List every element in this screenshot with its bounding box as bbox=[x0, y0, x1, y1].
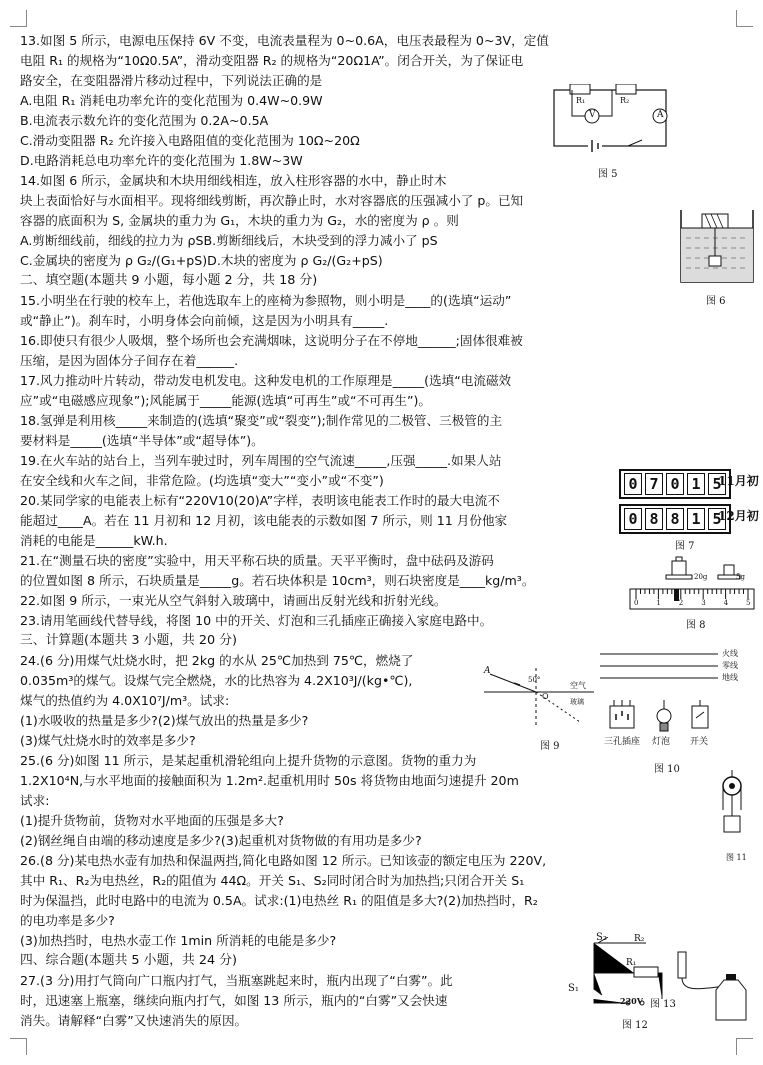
figure-13-bottle bbox=[676, 948, 756, 1026]
meter-digit: 0 bbox=[624, 508, 642, 530]
text-line: (3)加热挡时，电热水壶工作 1min 所消耗的电能是多少? bbox=[20, 933, 337, 948]
meter-november-label: 11月初 bbox=[718, 474, 759, 488]
meter-reading-december bbox=[619, 504, 731, 534]
figure-10-wiring bbox=[600, 648, 735, 748]
figure-9-angle: 50° bbox=[528, 676, 541, 684]
text-line: 三、计算题(本题共 3 小题，共 20 分) bbox=[20, 633, 238, 648]
text-line: 煤气的热值约为 4.0X10⁷J/m³。试求: bbox=[20, 693, 230, 708]
figure-8-weight-5g: 5g bbox=[736, 573, 745, 581]
text-line: 20.某同学家的电能表上标有“220V10(20)A”字样，表明该电能表工作时的最大电流不 bbox=[20, 493, 500, 508]
figure-10-switch: 开关 bbox=[690, 737, 709, 747]
text-line: 24.(6 分)用煤气灶烧水时，把 2kg 的水从 25℃加热到 75℃，燃烧了 bbox=[20, 653, 414, 668]
text-line: 22.如图 9 所示，一束光从空气斜射入玻璃中，请画出反射光线和折射光线。 bbox=[20, 593, 447, 608]
text-line: 电阻 R₁ 的规格为“10Ω0.5A”，滑动变阻器 R₂ 的规格为“20Ω1A”。闭合开关，为了保证电 bbox=[20, 53, 524, 68]
text-line: 要材料是_____(选填“半导体”或“超导体”)。 bbox=[20, 433, 264, 448]
text-line: 15.小明坐在行驶的校车上，若他选取车上的座椅为参照物，则小明是____的(选填“运动” bbox=[20, 293, 512, 308]
figure-10-socket: 三孔插座 bbox=[604, 737, 641, 747]
meter-digit: 7 bbox=[645, 473, 663, 495]
text-line: 或“静止”)。刹车时，小明身体会向前倾，这是因为小明具有_____. bbox=[20, 313, 389, 328]
text-line: (1)提升货物前，货物对水平地面的压强是多大? bbox=[20, 813, 284, 828]
text-line: 四、综合题(本题共 5 小题，共 24 分) bbox=[20, 953, 238, 968]
figure-7-caption: 图 7 bbox=[675, 541, 695, 552]
text-line: C.金属块的密度为 ρ G₂/(G₁+pS)D.木块的密度为 ρ G₂/(G₂+pS) bbox=[20, 253, 383, 268]
figure-12-r1: R₁ bbox=[626, 958, 637, 968]
text-line: 25.(6 分)如图 11 所示，是某起重机滑轮组向上提升货物的示意图。货物的重力为 bbox=[20, 753, 477, 768]
scale-label: 4 bbox=[723, 599, 729, 607]
text-line: 路安全，在变阻器滑片移动过程中，下列说法正确的是 bbox=[20, 73, 323, 88]
figure-12-s2: S₂ bbox=[596, 932, 607, 943]
scale-label: 1 bbox=[656, 599, 661, 607]
figure-9-origin: O bbox=[542, 692, 549, 701]
text-line: 压缩，是因为固体分子间存在着______. bbox=[20, 353, 239, 368]
meter-digit: 1 bbox=[687, 473, 705, 495]
text-line: 的电功率是多少? bbox=[20, 913, 115, 928]
scale-label: 2 bbox=[678, 599, 684, 607]
meter-digit: 0 bbox=[666, 473, 684, 495]
figure-8-balance bbox=[628, 555, 756, 611]
text-line: 21.在“测量石块的密度”实验中，用天平称石块的质量。天平平衡时，盘中砝码及游码 bbox=[20, 553, 494, 568]
figure-5-r2-label: R₂ bbox=[620, 96, 630, 105]
figure-9-caption: 图 9 bbox=[540, 741, 560, 752]
text-line: 1.2X10⁴N,与水平地面的接触面积为 1.2m².起重机用时 50s 将货物由地面匀速提升 20m bbox=[20, 773, 519, 788]
figure-5-ammeter-label: A bbox=[657, 110, 664, 120]
meter-december-label: 12月初 bbox=[718, 509, 759, 523]
text-line: 23.请用笔画线代替导线，将图 10 中的开关、灯泡和三孔插座正确接入家庭电路中。 bbox=[20, 613, 493, 628]
corner-mark bbox=[10, 1038, 27, 1055]
corner-mark bbox=[736, 10, 753, 27]
text-line: 27.(3 分)用打气筒向广口瓶内打气，当瓶塞跳起来时，瓶内出现了“白雾”。此 bbox=[20, 973, 453, 988]
corner-mark bbox=[10, 10, 27, 27]
meter-digit: 5 bbox=[708, 508, 726, 530]
text-line: 其中 R₁、R₂为电热丝，R₂的阻值为 44Ω。开关 S₁、S₂同时闭合时为加热挡;只闭合开关 S₁ bbox=[20, 873, 525, 888]
text-line: 二、填空题(本题共 9 小题，每小题 2 分，共 18 分) bbox=[20, 273, 318, 288]
meter-digit: 8 bbox=[666, 508, 684, 530]
text-line: 的位置如图 8 所示，石块质量是_____g。若石块体积是 10cm³，则石块密度是____kg/m³。 bbox=[20, 573, 535, 588]
text-line: 块上表面恰好与水面相平。现将细线剪断，再次静止时，水对容器底的压强减小了 p。已知 bbox=[20, 193, 524, 208]
scale-label: 0 bbox=[634, 599, 639, 607]
figure-12-voltage: 220V bbox=[620, 996, 643, 1006]
meter-reading-november bbox=[619, 469, 731, 499]
text-line: 时，迅速塞上瓶塞，继续向瓶内打气，如图 13 所示，瓶内的“白雾”又会快速 bbox=[20, 993, 448, 1008]
text-line: 在安全线和火车之间，非常危险。(均选填“变大”“变小”或“不变”) bbox=[20, 473, 384, 488]
figure-6-container bbox=[678, 208, 756, 286]
text-line: 16.即使只有很少人吸烟，整个场所也会充满烟味，这说明分子在不停地______;固体很难被 bbox=[20, 333, 523, 348]
figure-10-caption: 图 10 bbox=[654, 764, 680, 775]
text-line: 13.如图 5 所示，电源电压保持 6V 不变，电流表量程为 0~0.6A，电压表最程为 0~3V，定值 bbox=[20, 33, 549, 48]
text-line: (2)钢丝绳自由端的移动速度是多少?(3)起重机对货物做的有用功是多少? bbox=[20, 833, 422, 848]
text-line: 18.氢弹是利用核_____来制造的(选填“聚变”或“裂变”);制作常见的二极管、三极管的主 bbox=[20, 413, 503, 428]
scale-label: 3 bbox=[701, 599, 706, 607]
figure-5-circuit bbox=[548, 84, 673, 162]
text-line: A.电阻 R₁ 消耗电功率允许的变化范围为 0.4W~0.9W bbox=[20, 93, 323, 108]
figure-12-r2: R₂ bbox=[634, 934, 645, 944]
text-line: (3)煤气灶烧水时的效率是多少? bbox=[20, 733, 196, 748]
figure-11-pulley bbox=[712, 770, 752, 850]
text-line: 19.在火车站的站台上，当列车驶过时，列车周围的空气流速_____,压强_____.如果人站 bbox=[20, 453, 502, 468]
text-line: 0.035m³的煤气。设煤气完全燃烧，水的比热容为 4.2X10³J/(kg•℃), bbox=[20, 673, 413, 688]
figure-5-caption: 图 5 bbox=[598, 169, 618, 180]
text-line: C.滑动变阻器 R₂ 允许接入电路阻值的变化范围为 10Ω~20Ω bbox=[20, 133, 360, 148]
figure-6-caption: 图 6 bbox=[706, 296, 726, 307]
text-line: 应”或“电磁感应现象”);风能属于_____能源(选填“可再生”或“不可再生”)。 bbox=[20, 393, 431, 408]
figure-10-live-wire: 火线 bbox=[722, 649, 738, 658]
text-line: 时为保温挡，此时电路中的电流为 0.5A。试求:(1)电热丝 R₁ 的阻值是多大?(2)加热挡时，R₂ bbox=[20, 893, 538, 908]
figure-5-r1-label: R₁ bbox=[576, 96, 586, 105]
scale-label: 5 bbox=[746, 599, 751, 607]
figure-12-caption: 图 12 bbox=[622, 1020, 648, 1031]
text-line: 17.风力推动叶片转动，带动发电机发电。这种发电机的工作原理是_____(选填“电流磁效 bbox=[20, 373, 512, 388]
figure-9-glass: 玻璃 bbox=[570, 698, 584, 706]
corner-mark bbox=[736, 1038, 753, 1055]
text-line: A.剪断细线前，细线的拉力为 ρSB.剪断细线后，木块受到的浮力减小了 pS bbox=[20, 233, 438, 248]
text-line: 消失。请解释“白雾”又快速消失的原因。 bbox=[20, 1013, 248, 1028]
meter-digit: 8 bbox=[645, 508, 663, 530]
figure-9-point-a: A bbox=[484, 666, 491, 676]
figure-8-caption: 图 8 bbox=[686, 620, 706, 631]
text-line: 试求: bbox=[20, 793, 50, 808]
text-line: 26.(8 分)某电热水壶有加热和保温两挡,简化电路如图 12 所示。已知该壶的额定电压为 220V, bbox=[20, 853, 547, 868]
figure-10-neutral-wire: 零线 bbox=[722, 661, 738, 670]
text-line: 14.如图 6 所示，金属块和木块用细线相连，放入柱形容器的水中，静止时木 bbox=[20, 173, 447, 188]
text-line: (1)水吸收的热量是多少?(2)煤气放出的热量是多少? bbox=[20, 713, 309, 728]
figure-10-ground-wire: 地线 bbox=[722, 673, 738, 682]
meter-digit: 0 bbox=[624, 473, 642, 495]
figure-9-air: 空气 bbox=[570, 681, 586, 690]
text-line: 消耗的电能是______kW.h. bbox=[20, 533, 168, 548]
text-line: B.电流表示数允许的变化范围为 0.2A~0.5A bbox=[20, 113, 269, 128]
figure-13-caption: 图 13 bbox=[650, 999, 676, 1010]
meter-digit: 5 bbox=[708, 473, 726, 495]
figure-11-caption: 图 11 bbox=[726, 853, 747, 862]
figure-5-voltmeter-label: V bbox=[589, 110, 596, 120]
figure-10-bulb: 灯泡 bbox=[652, 737, 671, 747]
figure-12-s1: S₁ bbox=[568, 983, 579, 994]
text-line: 能超过____A。若在 11 月初和 12 月初，该电能表的示数如图 7 所示，则 11 月份他家 bbox=[20, 513, 508, 528]
text-line: D.电路消耗总电功率允许的变化范围为 1.8W~3W bbox=[20, 153, 303, 168]
text-line: 容器的底面积为 S, 金属块的重力为 G₁，木块的重力为 G₂，水的密度为 ρ 。则 bbox=[20, 213, 459, 228]
figure-8-weight-20g: 20g bbox=[694, 573, 708, 581]
meter-digit: 1 bbox=[687, 508, 705, 530]
